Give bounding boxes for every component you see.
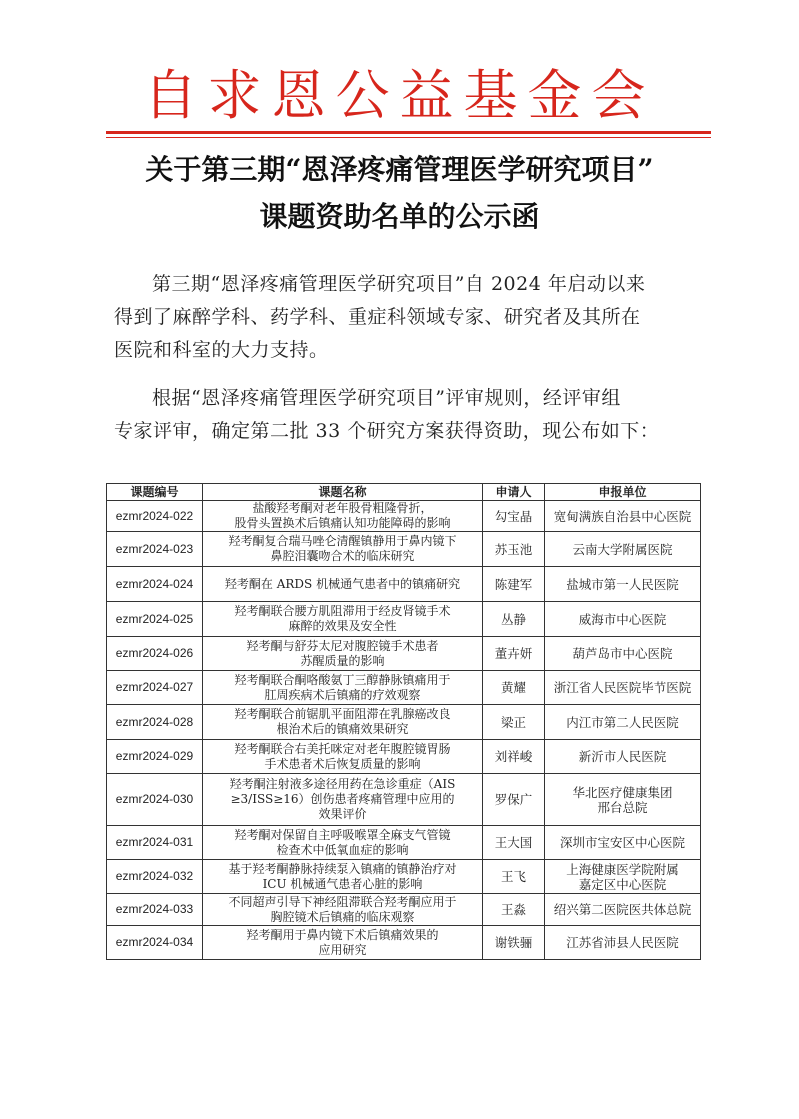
grant-unit xyxy=(545,637,701,671)
paragraph-line: 第三期“恩泽疼痛管理医学研究项目”自 2024 年启动以来 xyxy=(152,273,646,295)
table-row xyxy=(107,637,701,671)
grant-topic-line: 羟考酮用于鼻内镜下术后镇痛效果的 xyxy=(246,927,439,942)
grant-unit-line: 新沂市人民医院 xyxy=(578,749,667,764)
grant-unit xyxy=(545,740,701,774)
grant-topic-line: 效果评价 xyxy=(318,807,367,821)
grant-code: ezmr2024-030 xyxy=(107,774,203,826)
grant-unit xyxy=(545,567,701,602)
table-row xyxy=(107,774,701,826)
grant-code: ezmr2024-023 xyxy=(107,532,203,567)
grant-topic xyxy=(203,774,483,826)
grant-topic xyxy=(203,926,483,960)
table-row xyxy=(107,926,701,960)
grant-applicant: 谢铁骊 xyxy=(483,926,545,960)
grant-unit-line: 江苏省沛县人民医院 xyxy=(566,935,679,950)
table-row xyxy=(107,532,701,567)
grant-applicant: 董卉妍 xyxy=(483,637,545,671)
grant-topic-line: 羟考酮联合右美托咪定对老年腹腔镜胃肠 xyxy=(234,741,451,756)
grant-applicant: 罗保广 xyxy=(483,774,545,826)
grant-unit xyxy=(545,894,701,926)
grant-topic xyxy=(203,501,483,532)
grant-unit-line: 邢台总院 xyxy=(597,799,648,815)
grant-unit-line: 内江市第二人民医院 xyxy=(566,714,679,730)
grant-code: ezmr2024-034 xyxy=(107,926,203,960)
table-row xyxy=(107,740,701,774)
grant-topic xyxy=(203,740,483,774)
grant-unit xyxy=(545,532,701,567)
paragraph-line: 专家评审，确定第二批 33 个研究方案获得资助，现公布如下： xyxy=(114,420,660,442)
grant-topic-line: 鼻腔泪囊吻合术的临床研究 xyxy=(270,549,415,563)
grant-unit xyxy=(545,860,701,894)
grant-topic-line: 应用研究 xyxy=(318,942,367,957)
grant-unit xyxy=(545,501,701,532)
grant-topic xyxy=(203,602,483,637)
document-title-line-2: 课题资助名单的公示函 xyxy=(259,200,540,233)
grant-applicant: 王飞 xyxy=(483,860,545,894)
grant-applicant: 丛静 xyxy=(483,602,545,637)
grant-topic xyxy=(203,894,483,926)
paragraph-line: 医院和科室的大力支持。 xyxy=(114,339,329,361)
grant-topic-line: 手术患者术后恢复质量的影响 xyxy=(264,756,421,771)
org-letterhead: 自求恩公益基金会 xyxy=(143,64,656,127)
grant-topic-line: 羟考酮对保留自主呼吸喉罩全麻支气管镜 xyxy=(234,827,451,842)
grant-topic-line: 羟考酮与舒芬太尼对腹腔镜手术患者 xyxy=(246,638,439,653)
table-row xyxy=(107,671,701,705)
column-header-code: 课题编号 xyxy=(107,484,203,501)
grant-topic-line: 羟考酮复合瑞马唑仑清醒镇静用于鼻内镜下 xyxy=(228,534,457,548)
grant-topic-line: 麻醉的效果及安全性 xyxy=(288,619,397,633)
grant-topic-line: 苏醒质量的影响 xyxy=(300,653,385,668)
grant-topic-line: 羟考酮联合酮咯酸氨丁三醇静脉镇痛用于 xyxy=(234,672,451,687)
grant-code: ezmr2024-028 xyxy=(107,705,203,740)
grant-topic-line: ICU 机械通气患者心脏的影响 xyxy=(262,876,423,891)
document-title-line-1: 关于第三期“恩泽疼痛管理医学研究项目” xyxy=(145,153,654,186)
grant-topic-line: 羟考酮在 ARDS 机械通气患者中的镇痛研究 xyxy=(224,576,461,591)
grant-topic xyxy=(203,567,483,602)
table-header-row xyxy=(107,484,701,501)
grant-applicant: 王大国 xyxy=(483,826,545,860)
grant-applicant: 苏玉池 xyxy=(483,532,545,567)
table-row xyxy=(107,894,701,926)
grant-code: ezmr2024-027 xyxy=(107,671,203,705)
grant-topic-line: 不同超声引导下神经阻滞联合羟考酮应用于 xyxy=(228,894,457,909)
grant-unit-line: 葫芦岛市中心医院 xyxy=(572,646,673,661)
grant-topic-line: 根治术后的镇痛效果研究 xyxy=(276,722,409,736)
grant-applicant: 王淼 xyxy=(483,894,545,926)
grant-applicant: 勾宝晶 xyxy=(483,501,545,532)
grant-topic xyxy=(203,860,483,894)
grant-topic xyxy=(203,826,483,860)
grant-unit xyxy=(545,774,701,826)
grant-topic-line: 盐酸羟考酮对老年股骨粗隆骨折， xyxy=(252,501,433,515)
grant-topic-line: 胸腔镜术后镇痛的临床观察 xyxy=(270,909,415,924)
grant-unit-line: 华北医疗健康集团 xyxy=(572,784,673,800)
table-row xyxy=(107,567,701,602)
grant-unit-line: 绍兴第二医院医共体总院 xyxy=(553,902,692,917)
grant-code: ezmr2024-029 xyxy=(107,740,203,774)
grant-unit xyxy=(545,671,701,705)
grant-unit xyxy=(545,926,701,960)
grant-topic xyxy=(203,637,483,671)
letterhead-rule-thick xyxy=(106,131,711,134)
table-row xyxy=(107,501,701,532)
grant-applicant: 黄耀 xyxy=(483,671,545,705)
grant-unit-line: 浙江省人民医院毕节医院 xyxy=(553,680,692,695)
grant-applicant: 刘祥峻 xyxy=(483,740,545,774)
grant-topic xyxy=(203,705,483,740)
table-row xyxy=(107,860,701,894)
grant-topic xyxy=(203,532,483,567)
grant-code: ezmr2024-026 xyxy=(107,637,203,671)
grant-topic-line: 肛周疾病术后镇痛的疗效观察 xyxy=(264,687,421,702)
grant-applicant: 陈建军 xyxy=(483,567,545,602)
paragraph-line: 根据“恩泽疼痛管理医学研究项目”评审规则，经评审组 xyxy=(152,387,621,409)
grant-code: ezmr2024-025 xyxy=(107,602,203,637)
table-row xyxy=(107,602,701,637)
grant-unit-line: 盐城市第一人民医院 xyxy=(566,576,679,592)
column-header-unit: 申报单位 xyxy=(545,484,701,501)
grant-code: ezmr2024-032 xyxy=(107,860,203,894)
column-header-topic: 课题名称 xyxy=(203,484,483,501)
grant-topic-line: 股骨头置换术后镇痛认知功能障碍的影响 xyxy=(234,516,451,530)
table-body xyxy=(107,501,701,960)
grant-unit-line: 深圳市宝安区中心医院 xyxy=(559,835,685,850)
grant-topic-line: ≥3/ISS≥16）创伤患者疼痛管理中应用的 xyxy=(230,792,455,806)
letterhead-rule-thin xyxy=(106,137,711,138)
grant-topic-line: 羟考酮联合腰方肌阻滞用于经皮肾镜手术 xyxy=(234,604,451,618)
grant-code: ezmr2024-031 xyxy=(107,826,203,860)
paragraph-line: 得到了麻醉学科、药学科、重症科领域专家、研究者及其所在 xyxy=(114,306,641,328)
grant-unit-line: 宽甸满族自治县中心医院 xyxy=(553,508,692,524)
grant-unit xyxy=(545,826,701,860)
grant-topic-line: 羟考酮注射液多途径用药在急诊重症（AIS xyxy=(229,777,456,791)
grant-unit-line: 云南大学附属医院 xyxy=(572,541,673,557)
grant-unit-line: 嘉定区中心医院 xyxy=(578,876,667,892)
grant-unit xyxy=(545,602,701,637)
table-row xyxy=(107,705,701,740)
column-header-applicant: 申请人 xyxy=(483,484,545,501)
grant-topic-line: 基于羟考酮静脉持续泵入镇痛的镇静治疗对 xyxy=(228,861,457,876)
grant-topic-line: 检查术中低氧血症的影响 xyxy=(276,842,409,857)
grant-list-table xyxy=(106,483,701,960)
grant-topic xyxy=(203,671,483,705)
grant-code: ezmr2024-033 xyxy=(107,894,203,926)
grant-applicant: 梁正 xyxy=(483,705,545,740)
body-paragraph-1 xyxy=(114,268,714,367)
grant-unit-line: 上海健康医学院附属 xyxy=(566,861,679,877)
grant-unit-line: 威海市中心医院 xyxy=(578,611,667,627)
grant-code: ezmr2024-024 xyxy=(107,567,203,602)
grant-topic-line: 羟考酮联合前锯肌平面阻滞在乳腺癌改良 xyxy=(234,707,451,721)
table-row xyxy=(107,826,701,860)
body-paragraph-2 xyxy=(114,382,714,448)
grant-code: ezmr2024-022 xyxy=(107,501,203,532)
grant-unit xyxy=(545,705,701,740)
